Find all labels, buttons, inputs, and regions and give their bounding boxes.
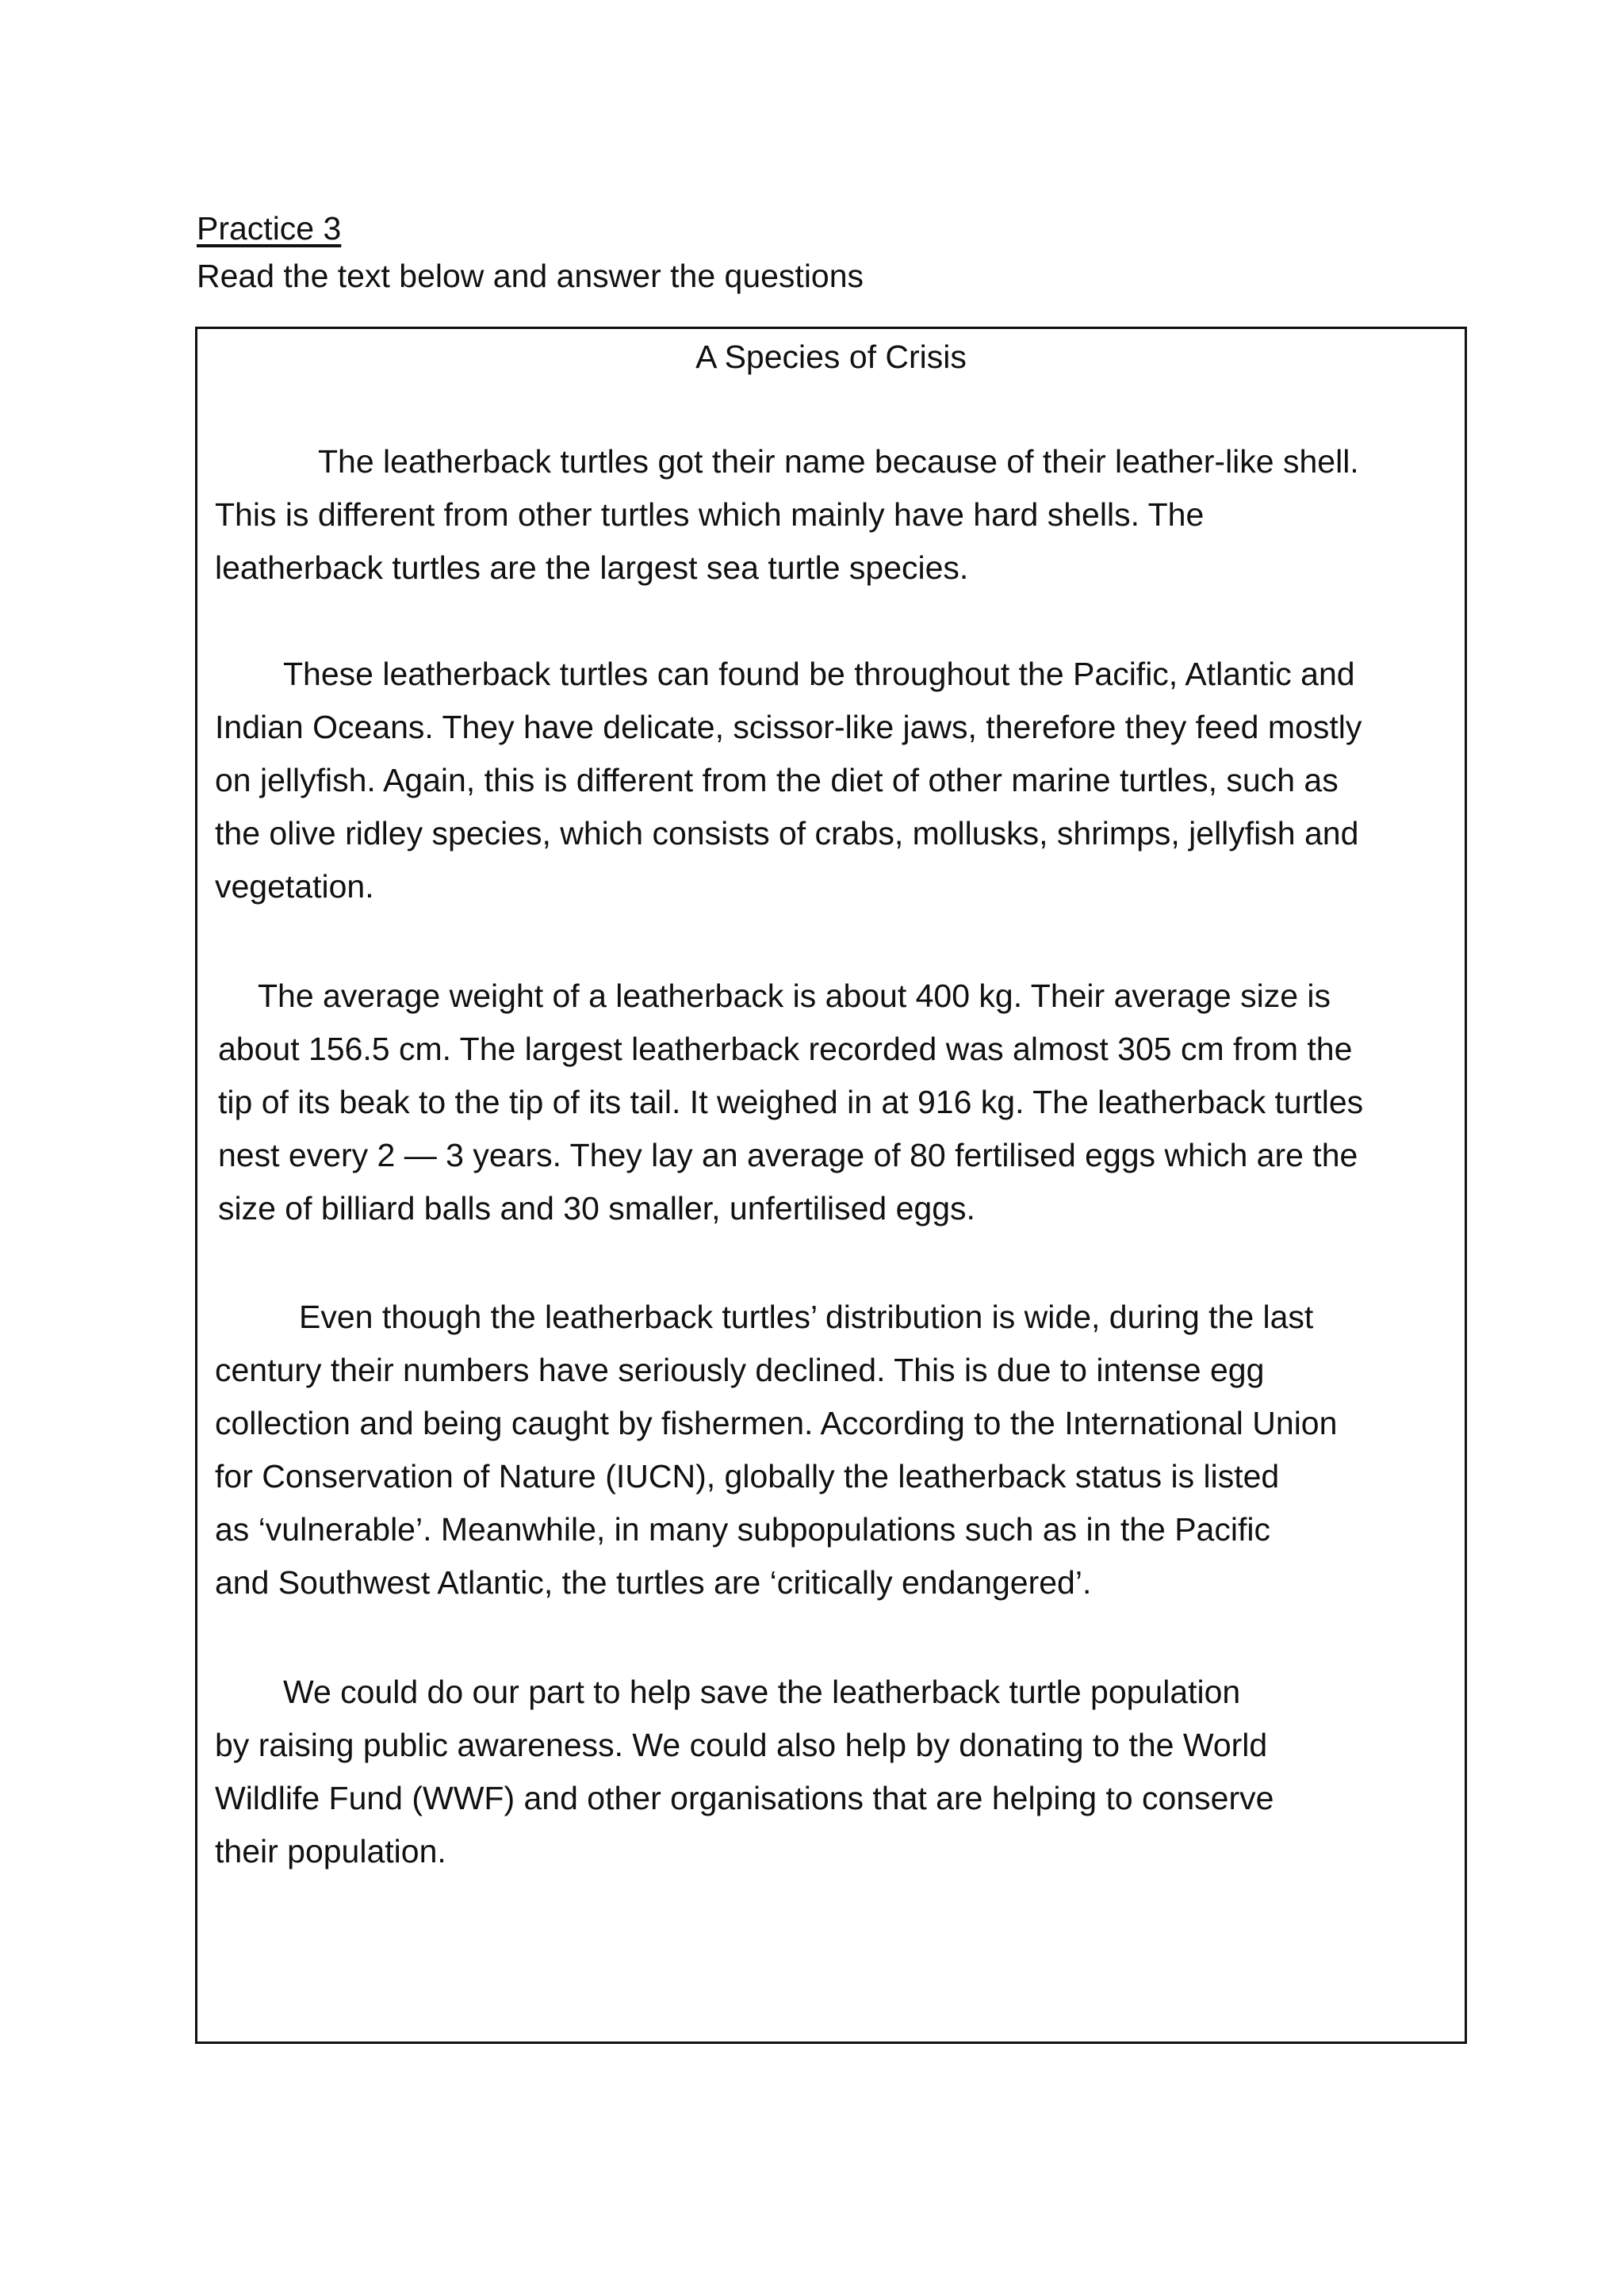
paragraph-line: size of billiard balls and 30 smaller, unfertilised eggs. — [218, 1190, 975, 1226]
paragraph-line: on jellyfish. Again, this is different from the diet of other marine turtles, such as — [215, 762, 1339, 798]
paragraph-line: Even though the leatherback turtles’ distribution is wide, during the last — [299, 1299, 1314, 1335]
paragraph-line: These leatherback turtles can found be throughout the Pacific, Atlantic and — [283, 656, 1355, 692]
paragraph-line: nest every 2 — 3 years. They lay an average of 80 fertilised eggs which are the — [218, 1137, 1358, 1173]
practice-title: Practice 3 — [197, 210, 342, 247]
paragraph-line: Indian Oceans. They have delicate, scissor-like jaws, therefore they feed mostly — [215, 709, 1362, 745]
paragraph-2 — [215, 648, 1362, 913]
paragraph-4 — [215, 1291, 1337, 1609]
paragraph-line: We could do our part to help save the leatherback turtle population — [283, 1674, 1241, 1710]
paragraph-line: for Conservation of Nature (IUCN), globally the leatherback status is listed — [215, 1458, 1280, 1494]
paragraph-line: and Southwest Atlantic, the turtles are ‘critically endangered’. — [215, 1564, 1092, 1601]
paragraph-line: tip of its beak to the tip of its tail. It weighed in at 916 kg. The leatherback turtles — [218, 1084, 1364, 1120]
paragraph-line: the olive ridley species, which consists of crabs, mollusks, shrimps, jellyfish and — [215, 815, 1359, 851]
paragraph-line: by raising public awareness. We could also help by donating to the World — [215, 1727, 1268, 1763]
paragraph-line: century their numbers have seriously declined. This is due to intense egg — [215, 1352, 1265, 1388]
paragraph-line: This is different from other turtles which mainly have hard shells. The — [215, 496, 1205, 533]
paragraph-line: The leatherback turtles got their name because of their leather-like shell. — [318, 443, 1359, 480]
paragraph-5 — [215, 1666, 1274, 1878]
passage-box — [195, 327, 1467, 2044]
instructions: Read the text below and answer the questions — [197, 258, 864, 294]
paragraph-line: their population. — [215, 1833, 446, 1869]
paragraph-line: leatherback turtles are the largest sea turtle species. — [215, 549, 969, 586]
paragraph-line: as ‘vulnerable’. Meanwhile, in many subpopulations such as in the Pacific — [215, 1511, 1270, 1548]
passage-title: A Species of Crisis — [695, 339, 967, 375]
paragraph-line: Wildlife Fund (WWF) and other organisations that are helping to conserve — [215, 1780, 1274, 1816]
paragraph-line: about 156.5 cm. The largest leatherback recorded was almost 305 cm from the — [218, 1031, 1353, 1067]
paragraph-3 — [218, 970, 1363, 1235]
paragraph-line: The average weight of a leatherback is about 400 kg. Their average size is — [258, 978, 1331, 1014]
paragraph-1 — [215, 435, 1359, 595]
paragraph-line: collection and being caught by fishermen. According to the International Union — [215, 1405, 1338, 1441]
paragraph-line: vegetation. — [215, 868, 374, 905]
